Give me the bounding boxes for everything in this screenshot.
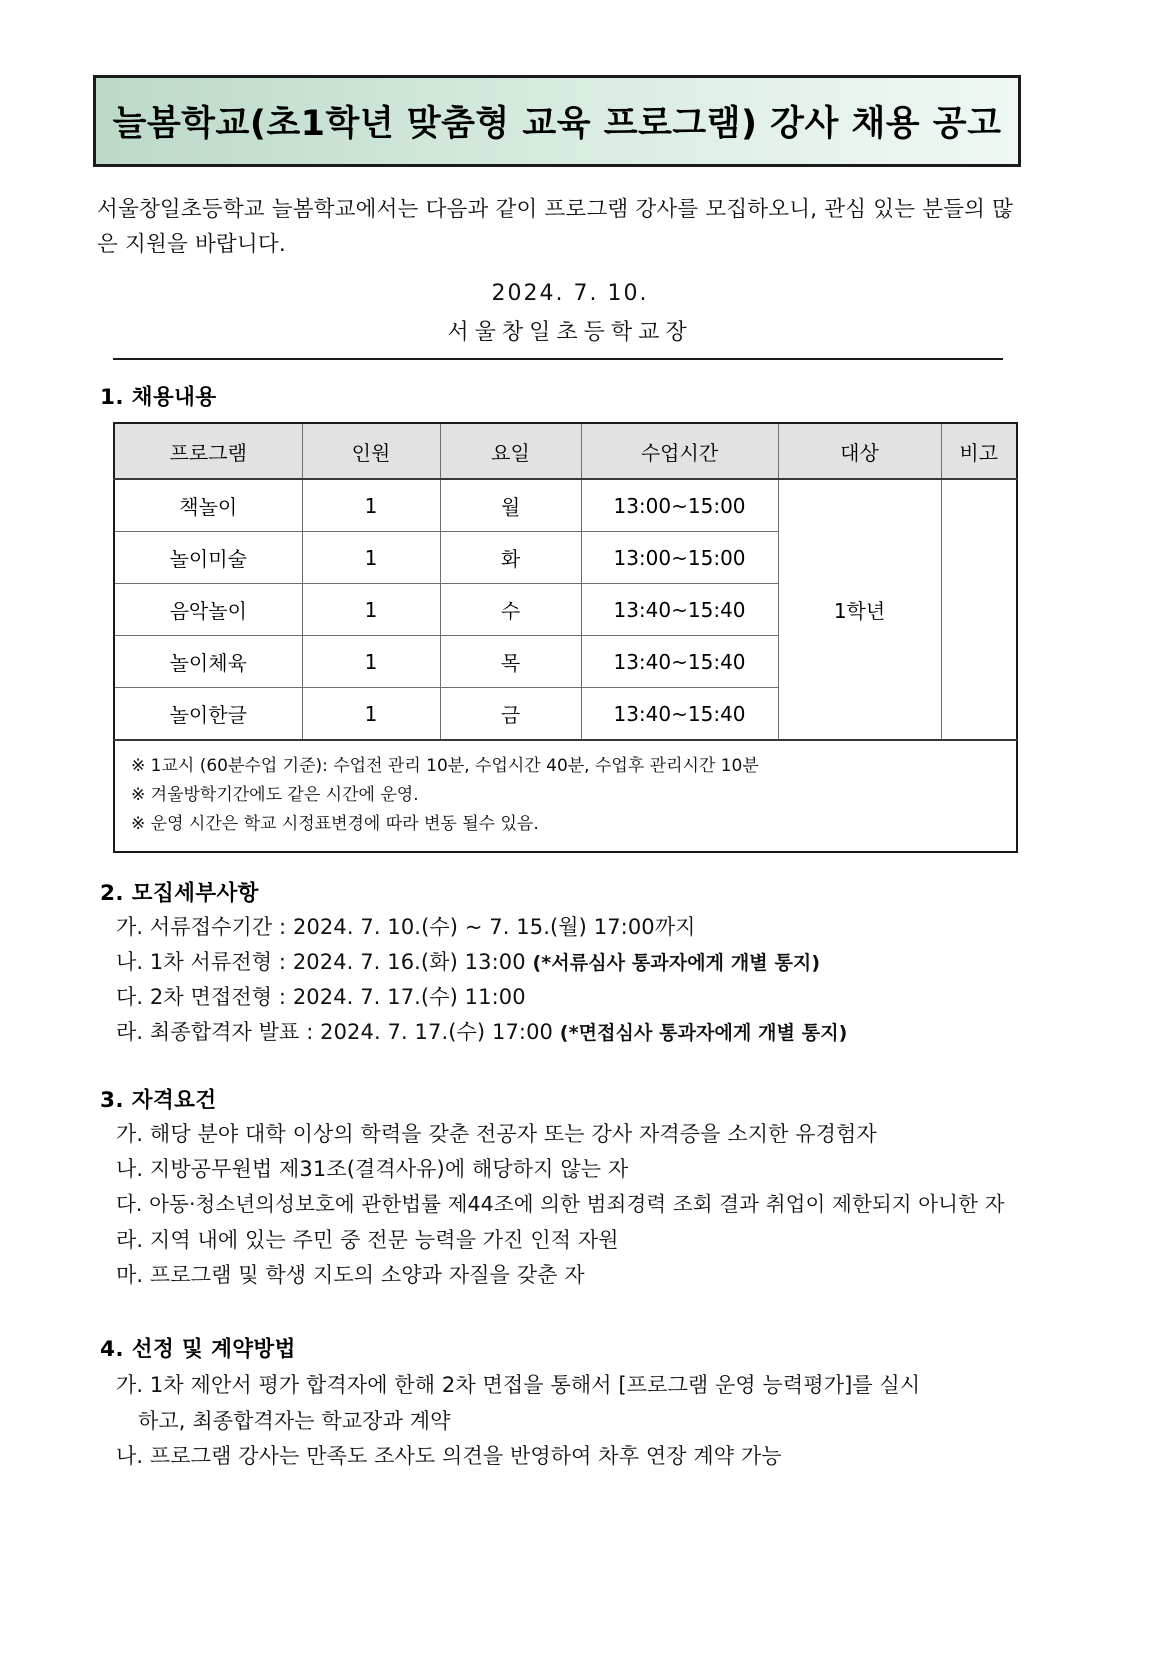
cell-day: 월	[440, 479, 581, 532]
th-note: 비고	[941, 423, 1017, 479]
th-count: 인원	[302, 423, 440, 479]
cell-count: 1	[302, 532, 440, 584]
cell-day: 목	[440, 636, 581, 688]
cell-time: 13:40~15:40	[581, 688, 778, 741]
table-footnotes	[114, 740, 1017, 852]
cell-day: 화	[440, 532, 581, 584]
intro-paragraph: 서울창일초등학교 늘봄학교에서는 다음과 같이 프로그램 강사를 모집하오니, 관심 있는 분들의 많은 지원을 바랍니다.	[97, 197, 1014, 257]
section-2-item-c	[116, 981, 526, 1014]
th-target: 대상	[778, 423, 941, 479]
recruitment-table	[113, 422, 1018, 853]
section-3-heading: 3. 자격요건	[100, 1088, 217, 1113]
section-4-heading: 4. 선정 및 계약방법	[100, 1337, 296, 1362]
th-program: 프로그램	[114, 423, 302, 479]
cell-program: 놀이한글	[114, 688, 302, 741]
section-1-heading: 1. 채용내용	[100, 385, 217, 410]
th-time: 수업시간	[581, 423, 778, 479]
cell-day: 금	[440, 688, 581, 741]
table-row	[114, 479, 1017, 532]
issuer-signature: 서울창일초등학교장	[447, 320, 693, 345]
cell-program: 놀이체육	[114, 636, 302, 688]
cell-count: 1	[302, 479, 440, 532]
cell-program: 책놀이	[114, 479, 302, 532]
cell-time: 13:00~15:00	[581, 479, 778, 532]
issue-date: 2024. 7. 10.	[491, 281, 649, 306]
cell-time: 13:40~15:40	[581, 584, 778, 636]
section-4-item-a	[116, 1367, 1046, 1439]
horizontal-rule	[113, 358, 1003, 360]
cell-count: 1	[302, 584, 440, 636]
section-2-item-a	[116, 911, 696, 944]
table-header-row	[114, 423, 1017, 479]
section-2-heading: 2. 모집세부사항	[100, 881, 259, 906]
item-text: 라. 최종합격자 발표 : 2024. 7. 17.(수) 17:00	[116, 1020, 560, 1044]
item-text-line2: 하고, 최종합격자는 학교장과 계약	[138, 1409, 451, 1433]
item-text: 가. 서류접수기간 : 2024. 7. 10.(수) ~ 7. 15.(월) 17:00까지	[116, 915, 696, 939]
page-title: 늘봄학교(초1학년 맞춤형 교육 프로그램) 강사 채용 공고	[112, 104, 1002, 144]
section-3-item-d: 라. 지역 내에 있는 주민 중 전문 능력을 가진 인적 자원	[116, 1228, 619, 1252]
section-4-item-b: 나. 프로그램 강사는 만족도 조사도 의견을 반영하여 차후 연장 계약 가능	[116, 1444, 782, 1468]
cell-count: 1	[302, 636, 440, 688]
footnote-line: ※ 1교시 (60분수업 기준): 수업전 관리 10분, 수업시간 40분, 수업후 관리시간 10분	[131, 756, 759, 776]
cell-program: 놀이미술	[114, 532, 302, 584]
cell-program: 음악놀이	[114, 584, 302, 636]
item-text: 다. 2차 면접전형 : 2024. 7. 17.(수) 11:00	[116, 985, 526, 1009]
cell-count: 1	[302, 688, 440, 741]
item-text: 나. 1차 서류전형 : 2024. 7. 16.(화) 13:00	[116, 950, 533, 974]
cell-target: 1학년	[778, 479, 941, 740]
item-text-line1: 가. 1차 제안서 평가 합격자에 한해 2차 면접을 통해서 [프로그램 운영 능력평가]를 실시	[116, 1373, 921, 1397]
section-3-item-b: 나. 지방공무원법 제31조(결격사유)에 해당하지 않는 자	[116, 1157, 629, 1181]
title-banner	[93, 75, 1021, 167]
section-2-item-d	[116, 1016, 847, 1049]
recruitment-table-wrapper	[113, 422, 1016, 853]
section-3-item-c: 다. 아동·청소년의성보호에 관한법률 제44조에 의한 범죄경력 조회 결과 취업이 제한되지 아니한 자	[116, 1192, 1005, 1216]
cell-day: 수	[440, 584, 581, 636]
th-day: 요일	[440, 423, 581, 479]
table-footnotes-row	[114, 740, 1017, 852]
section-2-item-b	[116, 946, 820, 979]
section-3-item-e: 마. 프로그램 및 학생 지도의 소양과 자질을 갖춘 자	[116, 1263, 585, 1287]
cell-time: 13:40~15:40	[581, 636, 778, 688]
footnote-line: ※ 운영 시간은 학교 시정표변경에 따라 변동 될수 있음.	[131, 814, 539, 834]
section-3-item-a: 가. 해당 분야 대학 이상의 학력을 갖춘 전공자 또는 강사 자격증을 소지한 유경험자	[116, 1122, 877, 1146]
cell-note	[941, 479, 1017, 740]
cell-time: 13:00~15:00	[581, 532, 778, 584]
footnote-line: ※ 겨울방학기간에도 같은 시간에 운영.	[131, 785, 419, 805]
item-note: (*면접심사 통과자에게 개별 통지)	[559, 1022, 848, 1044]
item-note: (*서류심사 통과자에게 개별 통지)	[532, 952, 821, 974]
